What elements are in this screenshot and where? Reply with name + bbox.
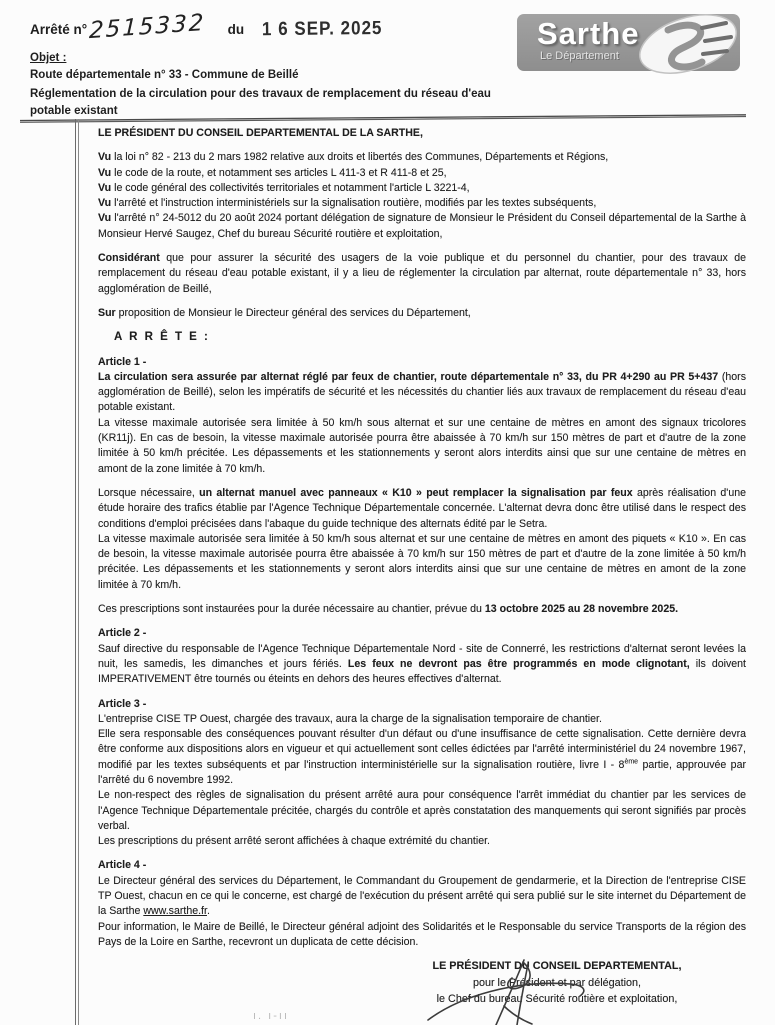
text-run: l'arrêté et l'instruction interministériels sur la signalisation routière, modifiés par les textes subséquents, <box>111 197 597 210</box>
objet-label: Objet : <box>30 52 67 64</box>
text-run: La vitesse maximale autorisée sera limitée à 50 km/h sous alternat et sur une centaine de mètres en amont des piquets « K10 ». En cas de besoin, la vitesse maximale autorisée pourra être abaissée à 70 km/h sur 150 mètres de part et d'autre de la zone limitée à 50 km/h précitée. Les dépassements et les stationnements y seront alors interdits ainsi que sur une centaine de mètres en amont de la zone limitée à 70 km/h. <box>98 532 746 591</box>
text-run: . <box>206 905 210 918</box>
vu-2 <box>98 166 746 181</box>
vu-4 <box>98 196 746 211</box>
text-run: la loi n° 82 - 213 du 2 mars 1982 relative aux droits et libertés des Communes, Départements et Régions, <box>111 151 609 164</box>
date-stamp: 1 6 SEP. 2025 <box>262 17 383 40</box>
article-4-p2 <box>98 920 746 951</box>
text-run: Sur <box>98 306 116 319</box>
text-run: 13 octobre 2025 au 28 novembre 2025. <box>484 603 679 616</box>
text-run: Lorsque nécessaire, <box>98 486 200 499</box>
text-run: Ces prescriptions sont instaurées pour la durée nécessaire au chantier, prévue du <box>98 603 485 616</box>
text-run: le code de la route, et notamment ses articles L 411-3 et R 411-8 et 25, <box>111 166 447 179</box>
article-1-p3 <box>98 486 746 532</box>
text-run: Le Directeur général des services du Département, le Commandant du Groupement de gendarmerie, et la Direction de l'entreprise CISE TP Ouest, chacun en ce qui le concerne, est chargé de l'exécution du présent arrêté qui sera publié sur le site internet du Département de la Sarthe <box>98 874 746 918</box>
text-run: La circulation sera assurée par alternat réglé par feux de chantier, route départementale n° 33, du PR 4+290 au PR 5+437 <box>98 370 719 383</box>
text-run: partie, approuvée par l'arrêté du 6 novembre 1992. <box>98 758 746 786</box>
sur-proposition <box>98 306 746 321</box>
article-2-heading <box>98 626 746 641</box>
article-3-heading <box>98 697 746 712</box>
text-run: Article 1 - <box>98 355 147 368</box>
text-run: après réalisation d'une étude horaire des trafics établie par l'Agence Technique Départementale concernée. L'alternat devra donc être utilisé dans le respect des conditions d'emploi précisées dans l'abaque du guide technique des alternats édité par le Setra. <box>98 486 746 530</box>
article-3-p3 <box>98 788 746 834</box>
considerant <box>98 251 746 297</box>
text-run: Vu <box>98 151 112 164</box>
text-run: le code général des collectivités territoriales et notamment l'article L 3221-4, <box>111 181 470 194</box>
text-run: Vu <box>98 212 112 225</box>
article-1-p4 <box>98 532 746 593</box>
signature-title: LE PRÉSIDENT DU CONSEIL DEPARTEMENTAL, <box>432 960 682 973</box>
objet-subject-regulation: Réglementation de la circulation pour des travaux de remplacement du réseau d'eau potable existant <box>30 88 491 117</box>
text-run: LE PRÉSIDENT DU CONSEIL DEPARTEMENTAL DE LA SARTHE, <box>98 127 423 139</box>
text-run: Vu <box>98 181 112 194</box>
left-margin-line <box>75 119 79 1025</box>
text-run: ils doivent IMPERATIVEMENT être tournés ou éteints en dehors des heures effectives d'alternat. <box>98 657 746 686</box>
article-1-heading <box>98 355 746 370</box>
text-run: que pour assurer la sécurité des usagers de la voie publique et du personnel du chantier, pour des travaux de remplacement du réseau d'eau potable existant, il y a lieu de réglementer la circulation par alternat, route départementale n° 33, hors agglomération de Beillé, <box>98 252 746 295</box>
article-1-p2 <box>98 416 746 477</box>
sarthe-logo <box>517 14 740 71</box>
arrete-number-handwritten: 2515332 <box>88 9 206 45</box>
text-run: Les feux ne devront pas être programmés en mode clignotant, <box>347 657 690 670</box>
salutation <box>98 126 746 141</box>
objet-subject-road: Route départementale n° 33 - Commune de Beillé <box>30 69 299 81</box>
vu-1 <box>98 150 746 165</box>
document-body <box>98 126 746 1007</box>
vu-3 <box>98 181 746 196</box>
text-run: La vitesse maximale autorisée sera limitée à 50 km/h sous alternat et sur une centaine de mètres en amont des signaux tricolores (KR11j). En cas de besoin, la vitesse maximale autorisée pourra être abaissée à 70 km/h sur 150 mètres de part et d'autre de la zone limitée à 50 km/h précitée. Les dépassements et les stationnements y seront alors interdits ainsi que sur une centaine de mètres en amont de la zone limitée à 70 km/h. <box>98 416 746 475</box>
sarthe-logo-subtitle: Le Département <box>540 50 619 62</box>
article-3-p4 <box>98 834 746 849</box>
text-run: Sauf directive du responsable de l'Agence Technique Départementale Nord - site de Connerré, les restrictions d'alternat seront levées la nuit, les samedis, les dimanches et jours fériés. <box>98 642 746 670</box>
scan-artifact: ı. ı-ıı <box>253 1010 289 1022</box>
text-run: Considérant <box>98 252 160 265</box>
du-label: du <box>227 22 245 37</box>
text-run: Article 4 - <box>98 859 147 872</box>
article-1-p5 <box>98 602 746 617</box>
text-run: (hors agglomération de Beillé), selon les impératifs de sécurité et les nécessités du chantier liés aux travaux de remplacement du réseau d'eau potable existant. <box>98 370 746 414</box>
text-run: l'arrêté n° 24-5012 du 20 août 2024 portant délégation de signature de Monsieur le Président du Conseil départemental de la Sarthe à Monsieur Hervé Saugez, Chef du bureau Sécurité routière et exploitation, <box>98 212 746 240</box>
text-run: www.sarthe.fr <box>143 905 207 918</box>
sarthe-logo-title: Sarthe <box>537 16 640 51</box>
text-run: A R R Ê T E : <box>114 331 210 344</box>
vu-5 <box>98 211 746 242</box>
article-4-heading <box>98 858 746 873</box>
arrete-word <box>114 330 746 345</box>
article-3-p1 <box>98 712 746 727</box>
text-run: Elle sera responsable des conséquences pouvant résulter d'un défaut ou d'une insuffisance de cette signalisation. Cette dernière devra être conforme aux dispositions alors en vigueur et qui actuellement sont celles édictées par l'arrêté interministériel du 24 novembre 1967, modifié par les textes subséquents et par l'instruction interministérielle sur la signalisation routière, livre I - 8 <box>98 728 746 771</box>
article-1-p1 <box>98 370 746 416</box>
text-run: Vu <box>98 166 112 179</box>
text-run: L'entreprise CISE TP Ouest, chargée des travaux, aura la charge de la signalisation temporaire de chantier. <box>98 712 602 725</box>
text-run: Les prescriptions du présent arrêté seront affichées à chaque extrémité du chantier. <box>98 835 490 848</box>
arrete-number-label: Arrêté n° <box>30 22 88 37</box>
article-3-p2 <box>98 727 746 788</box>
signature-delegation: pour le Président et par délégation, <box>472 976 642 989</box>
text-run: Vu <box>98 197 112 210</box>
text-run: Pour information, le Maire de Beillé, le Directeur général adjoint des Solidarités et le Responsable du service Transports de la région des Pays de la Loire en Sarthe, recevront un duplicata de cette décision. <box>98 920 746 948</box>
signature-role: le Chef du bureau Sécurité routière et exploitation, <box>436 992 678 1005</box>
sarthe-s-swoosh-icon <box>632 10 744 78</box>
text-run: un alternat manuel avec panneaux « K10 » peut remplacer la signalisation par feux <box>199 486 633 499</box>
article-4-p1 <box>98 874 746 920</box>
text-run: Article 3 - <box>98 697 147 710</box>
article-2-p1 <box>98 642 746 688</box>
text-run: proposition de Monsieur le Directeur général des services du Département, <box>115 306 471 319</box>
text-run: Article 2 - <box>98 627 147 640</box>
handwritten-signature <box>420 958 600 1025</box>
text-run: Le non-respect des règles de signalisation du présent arrêté aura pour conséquence l'arrêt immédiat du chantier par les services de l'Agence Technique Départementale précitée, chargés du contrôle et après constatation des manquements qui seront signifiés par procès verbal. <box>98 789 746 832</box>
text-run: ème <box>624 758 639 766</box>
arrete-header-line <box>30 9 383 48</box>
